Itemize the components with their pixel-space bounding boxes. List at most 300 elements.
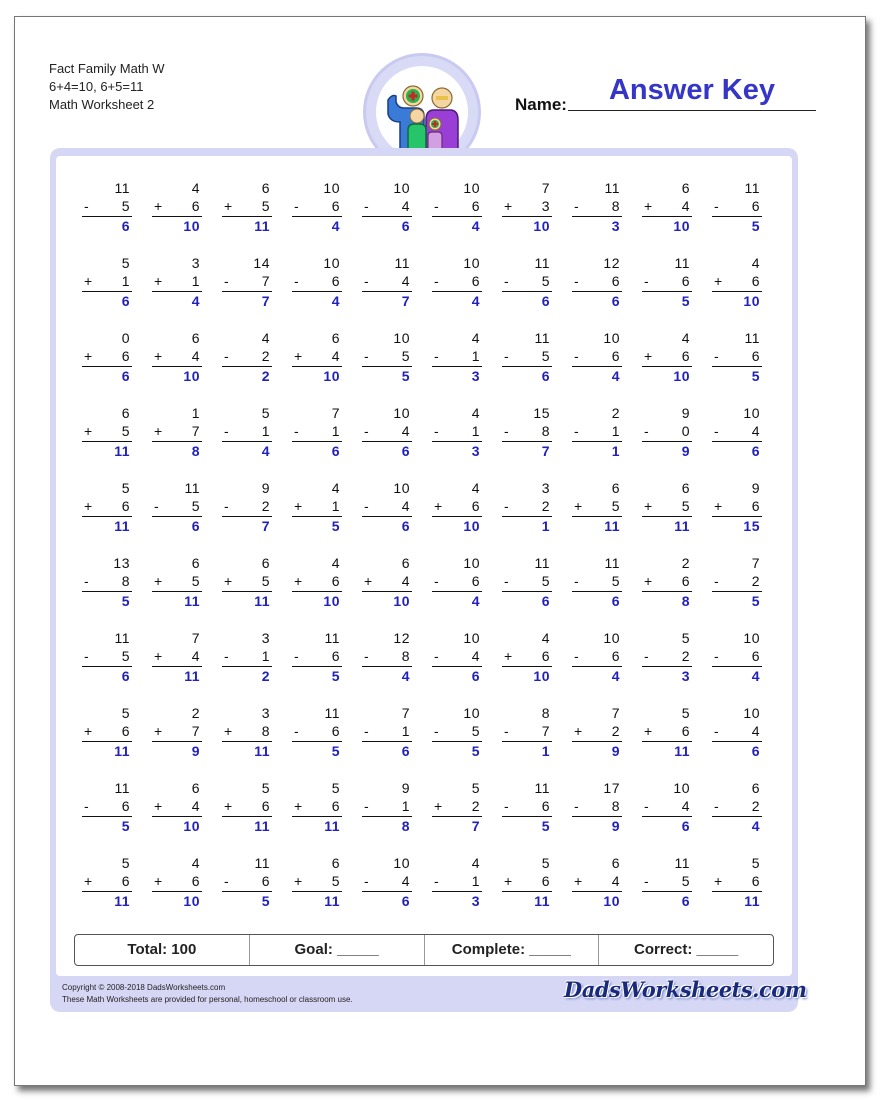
answer-value: 4 (331, 218, 340, 234)
bottom-number: 8 (611, 798, 620, 814)
operator: - (714, 573, 719, 589)
answer-value: 4 (471, 293, 480, 309)
operator: - (714, 198, 719, 214)
bottom-number: 4 (751, 423, 760, 439)
operator: + (224, 573, 233, 589)
answer-value: 3 (681, 668, 690, 684)
bottom-number: 1 (331, 423, 340, 439)
answer-value: 9 (681, 443, 690, 459)
answer-rule (222, 516, 272, 517)
problem-item (82, 691, 132, 759)
operator: - (224, 873, 229, 889)
answer-rule (572, 366, 622, 367)
operator: - (574, 423, 579, 439)
operator: - (154, 498, 159, 514)
problem-item (292, 616, 342, 684)
operator: + (364, 573, 373, 589)
top-number: 10 (393, 405, 410, 421)
top-number: 11 (604, 180, 620, 196)
problem-item (82, 391, 132, 459)
operator: - (434, 573, 439, 589)
bottom-number: 1 (261, 648, 270, 664)
problem-item (572, 766, 622, 834)
answer-rule (502, 891, 552, 892)
problem-item (152, 766, 202, 834)
answer-value: 10 (533, 668, 550, 684)
problem-item (222, 166, 272, 234)
answer-rule (642, 516, 692, 517)
problem-item (362, 166, 412, 234)
top-number: 6 (331, 855, 340, 871)
operator: - (364, 723, 369, 739)
operator: - (364, 498, 369, 514)
answer-value: 7 (541, 443, 550, 459)
answer-value: 2 (261, 368, 270, 384)
problem-item (712, 466, 762, 534)
bottom-number: 4 (681, 198, 690, 214)
bottom-number: 6 (191, 198, 200, 214)
answer-value: 11 (114, 518, 130, 534)
problem-item (432, 691, 482, 759)
top-number: 6 (121, 405, 130, 421)
operator: + (294, 873, 303, 889)
answer-value: 4 (611, 368, 620, 384)
answer-rule (572, 891, 622, 892)
answer-rule (432, 216, 482, 217)
answer-value: 6 (401, 743, 410, 759)
operator: - (574, 573, 579, 589)
problem-grid (52, 166, 792, 926)
operator: + (644, 723, 653, 739)
answer-value: 10 (183, 218, 200, 234)
problem-item (642, 841, 692, 909)
operator: + (84, 348, 93, 364)
problem-item (82, 841, 132, 909)
answer-rule (152, 666, 202, 667)
answer-value: 11 (674, 518, 690, 534)
top-number: 9 (401, 780, 410, 796)
problem-item (572, 466, 622, 534)
bottom-number: 7 (191, 423, 200, 439)
bottom-number: 1 (471, 348, 480, 364)
answer-value: 5 (751, 218, 760, 234)
problem-item (222, 766, 272, 834)
problem-item (152, 166, 202, 234)
operator: + (574, 723, 583, 739)
answer-key-label: Answer Key (608, 74, 775, 106)
answer-rule (292, 816, 342, 817)
top-number: 10 (463, 180, 480, 196)
answer-rule (292, 891, 342, 892)
top-number: 8 (541, 705, 550, 721)
bottom-number: 5 (191, 573, 200, 589)
answer-value: 4 (401, 668, 410, 684)
answer-value: 6 (121, 293, 130, 309)
bottom-number: 8 (401, 648, 410, 664)
top-number: 2 (611, 405, 620, 421)
answer-value: 5 (261, 893, 270, 909)
answer-rule (712, 816, 762, 817)
problem-item (222, 841, 272, 909)
bottom-number: 4 (191, 798, 200, 814)
operator: - (644, 273, 649, 289)
answer-rule (642, 666, 692, 667)
answer-rule (362, 441, 412, 442)
answer-rule (82, 816, 132, 817)
bottom-number: 5 (261, 573, 270, 589)
operator: + (294, 573, 303, 589)
bottom-number: 4 (191, 648, 200, 664)
top-number: 5 (541, 855, 550, 871)
operator: - (294, 648, 299, 664)
operator: - (644, 648, 649, 664)
bottom-number: 6 (751, 273, 760, 289)
top-number: 15 (533, 405, 550, 421)
answer-value: 6 (751, 743, 760, 759)
operator: + (84, 873, 93, 889)
bottom-number: 4 (401, 423, 410, 439)
problem-item (712, 391, 762, 459)
operator: - (224, 348, 229, 364)
copyright-line: Copyright © 2008-2018 DadsWorksheets.com (62, 983, 226, 992)
bottom-number: 4 (681, 798, 690, 814)
operator: + (84, 723, 93, 739)
operator: + (84, 498, 93, 514)
answer-rule (292, 741, 342, 742)
problem-item (82, 316, 132, 384)
problem-item (222, 391, 272, 459)
answer-value: 1 (611, 443, 620, 459)
problem-item (292, 466, 342, 534)
operator: - (574, 798, 579, 814)
operator: + (504, 873, 513, 889)
problem-item (572, 691, 622, 759)
problem-item (502, 241, 552, 309)
bottom-number: 5 (331, 873, 340, 889)
answer-rule (712, 591, 762, 592)
problem-item (222, 691, 272, 759)
top-number: 5 (331, 780, 340, 796)
answer-rule (432, 666, 482, 667)
answer-value: 6 (191, 518, 200, 534)
bottom-number: 8 (541, 423, 550, 439)
answer-rule (152, 441, 202, 442)
problem-item (152, 466, 202, 534)
answer-value: 11 (254, 593, 270, 609)
operator: + (294, 348, 303, 364)
answer-rule (152, 216, 202, 217)
problem-item (152, 316, 202, 384)
top-number: 6 (751, 780, 760, 796)
answer-rule (502, 516, 552, 517)
bottom-number: 6 (331, 573, 340, 589)
operator: - (644, 798, 649, 814)
answer-rule (642, 591, 692, 592)
problem-item (432, 241, 482, 309)
operator: - (224, 423, 229, 439)
answer-value: 6 (541, 593, 550, 609)
answer-rule (222, 741, 272, 742)
bottom-number: 4 (401, 498, 410, 514)
problem-item (432, 766, 482, 834)
answer-value: 10 (183, 818, 200, 834)
top-number: 10 (463, 705, 480, 721)
bottom-number: 6 (331, 273, 340, 289)
answer-rule (152, 741, 202, 742)
problem-item (572, 541, 622, 609)
top-number: 10 (743, 630, 760, 646)
operator: - (574, 273, 579, 289)
bottom-number: 6 (751, 873, 760, 889)
bottom-number: 6 (471, 273, 480, 289)
answer-rule (642, 816, 692, 817)
top-number: 4 (191, 180, 200, 196)
answer-rule (152, 891, 202, 892)
answer-rule (82, 366, 132, 367)
top-number: 11 (324, 705, 340, 721)
top-number: 5 (121, 255, 130, 271)
answer-value: 6 (401, 518, 410, 534)
answer-value: 11 (114, 893, 130, 909)
answer-value: 11 (254, 218, 270, 234)
answer-rule (362, 216, 412, 217)
answer-value: 5 (331, 668, 340, 684)
answer-rule (432, 516, 482, 517)
operator: - (84, 648, 89, 664)
answer-value: 6 (541, 293, 550, 309)
answer-value: 11 (674, 743, 690, 759)
answer-rule (502, 591, 552, 592)
answer-rule (642, 441, 692, 442)
answer-rule (82, 291, 132, 292)
bottom-number: 2 (261, 348, 270, 364)
top-number: 2 (681, 555, 690, 571)
problem-item (362, 691, 412, 759)
answer-rule (82, 516, 132, 517)
top-number: 9 (751, 480, 760, 496)
operator: + (504, 198, 513, 214)
bottom-number: 6 (681, 723, 690, 739)
problem-item (502, 391, 552, 459)
problem-item (642, 166, 692, 234)
operator: - (294, 723, 299, 739)
answer-rule (502, 816, 552, 817)
answer-value: 6 (751, 443, 760, 459)
total-cell: Total: 100 (75, 935, 250, 965)
top-number: 6 (681, 180, 690, 196)
top-number: 4 (331, 555, 340, 571)
answer-rule (572, 591, 622, 592)
problem-item (292, 841, 342, 909)
problem-item (712, 616, 762, 684)
problem-item (432, 316, 482, 384)
bottom-number: 6 (471, 198, 480, 214)
top-number: 7 (401, 705, 410, 721)
answer-rule (432, 816, 482, 817)
answer-value: 8 (401, 818, 410, 834)
answer-rule (362, 591, 412, 592)
top-number: 11 (324, 630, 340, 646)
answer-rule (712, 216, 762, 217)
top-number: 10 (393, 180, 410, 196)
operator: - (714, 423, 719, 439)
operator: - (364, 648, 369, 664)
operator: - (84, 198, 89, 214)
bottom-number: 1 (401, 723, 410, 739)
answer-rule (292, 591, 342, 592)
answer-value: 6 (611, 293, 620, 309)
answer-rule (222, 366, 272, 367)
name-field-line[interactable] (568, 110, 816, 111)
answer-rule (362, 291, 412, 292)
bottom-number: 4 (611, 873, 620, 889)
problem-item (362, 391, 412, 459)
answer-rule (572, 816, 622, 817)
top-number: 6 (191, 330, 200, 346)
bottom-number: 5 (541, 573, 550, 589)
answer-value: 11 (324, 818, 340, 834)
problem-item (362, 541, 412, 609)
operator: - (504, 348, 509, 364)
answer-value: 10 (673, 368, 690, 384)
top-number: 5 (261, 780, 270, 796)
bottom-number: 4 (401, 873, 410, 889)
top-number: 7 (611, 705, 620, 721)
problem-item (292, 316, 342, 384)
answer-value: 10 (533, 218, 550, 234)
bottom-number: 5 (611, 498, 620, 514)
bottom-number: 2 (541, 498, 550, 514)
bottom-number: 6 (751, 198, 760, 214)
problem-item (642, 316, 692, 384)
top-number: 10 (393, 855, 410, 871)
answer-rule (222, 666, 272, 667)
answer-value: 5 (681, 293, 690, 309)
top-number: 9 (261, 480, 270, 496)
problem-item (642, 691, 692, 759)
problem-item (292, 391, 342, 459)
problem-item (502, 691, 552, 759)
bottom-number: 5 (191, 498, 200, 514)
answer-value: 10 (393, 593, 410, 609)
bottom-number: 6 (331, 648, 340, 664)
answer-rule (572, 516, 622, 517)
problem-item (432, 541, 482, 609)
answer-value: 11 (114, 443, 130, 459)
bottom-number: 7 (191, 723, 200, 739)
operator: - (504, 273, 509, 289)
operator: - (574, 198, 579, 214)
operator: - (224, 648, 229, 664)
operator: - (504, 573, 509, 589)
operator: - (504, 423, 509, 439)
top-number: 11 (534, 780, 550, 796)
top-number: 6 (401, 555, 410, 571)
bottom-number: 6 (121, 498, 130, 514)
operator: - (644, 873, 649, 889)
problem-item (362, 766, 412, 834)
problem-item (222, 466, 272, 534)
top-number: 11 (744, 180, 760, 196)
answer-rule (222, 216, 272, 217)
problem-item (292, 241, 342, 309)
answer-rule (572, 666, 622, 667)
bottom-number: 1 (611, 423, 620, 439)
problem-item (222, 541, 272, 609)
top-number: 10 (743, 705, 760, 721)
problem-item (712, 841, 762, 909)
bottom-number: 5 (681, 873, 690, 889)
answer-value: 6 (121, 218, 130, 234)
answer-rule (362, 366, 412, 367)
bottom-number: 8 (611, 198, 620, 214)
answer-rule (222, 816, 272, 817)
top-number: 11 (394, 255, 410, 271)
answer-rule (292, 441, 342, 442)
answer-value: 4 (261, 443, 270, 459)
answer-rule (502, 216, 552, 217)
bottom-number: 6 (541, 873, 550, 889)
answer-value: 3 (471, 443, 480, 459)
top-number: 10 (743, 405, 760, 421)
problem-item (292, 541, 342, 609)
answer-value: 11 (114, 743, 130, 759)
operator: + (84, 273, 93, 289)
bottom-number: 6 (121, 723, 130, 739)
operator: - (434, 348, 439, 364)
bottom-number: 5 (261, 198, 270, 214)
top-number: 7 (331, 405, 340, 421)
answer-value: 10 (463, 518, 480, 534)
bottom-number: 1 (191, 273, 200, 289)
answer-value: 6 (331, 443, 340, 459)
answer-rule (292, 516, 342, 517)
answer-value: 6 (401, 218, 410, 234)
answer-rule (712, 441, 762, 442)
operator: + (154, 573, 163, 589)
complete-cell: Complete: _____ (425, 935, 600, 965)
answer-value: 8 (681, 593, 690, 609)
problem-item (362, 616, 412, 684)
problem-item (222, 616, 272, 684)
bottom-number: 6 (331, 723, 340, 739)
operator: - (714, 723, 719, 739)
top-number: 6 (261, 555, 270, 571)
problem-item (572, 241, 622, 309)
answer-value: 5 (751, 593, 760, 609)
operator: - (434, 648, 439, 664)
operator: - (294, 423, 299, 439)
answer-value: 6 (471, 668, 480, 684)
bottom-number: 1 (401, 798, 410, 814)
answer-rule (152, 291, 202, 292)
answer-rule (712, 741, 762, 742)
answer-value: 2 (261, 668, 270, 684)
operator: - (364, 423, 369, 439)
operator: + (574, 873, 583, 889)
bottom-number: 5 (121, 423, 130, 439)
answer-value: 10 (323, 593, 340, 609)
problem-item (152, 841, 202, 909)
answer-value: 10 (183, 368, 200, 384)
bottom-number: 2 (751, 798, 760, 814)
operator: - (364, 798, 369, 814)
top-number: 11 (114, 780, 130, 796)
top-number: 4 (541, 630, 550, 646)
answer-rule (152, 516, 202, 517)
answer-rule (642, 216, 692, 217)
operator: - (84, 798, 89, 814)
